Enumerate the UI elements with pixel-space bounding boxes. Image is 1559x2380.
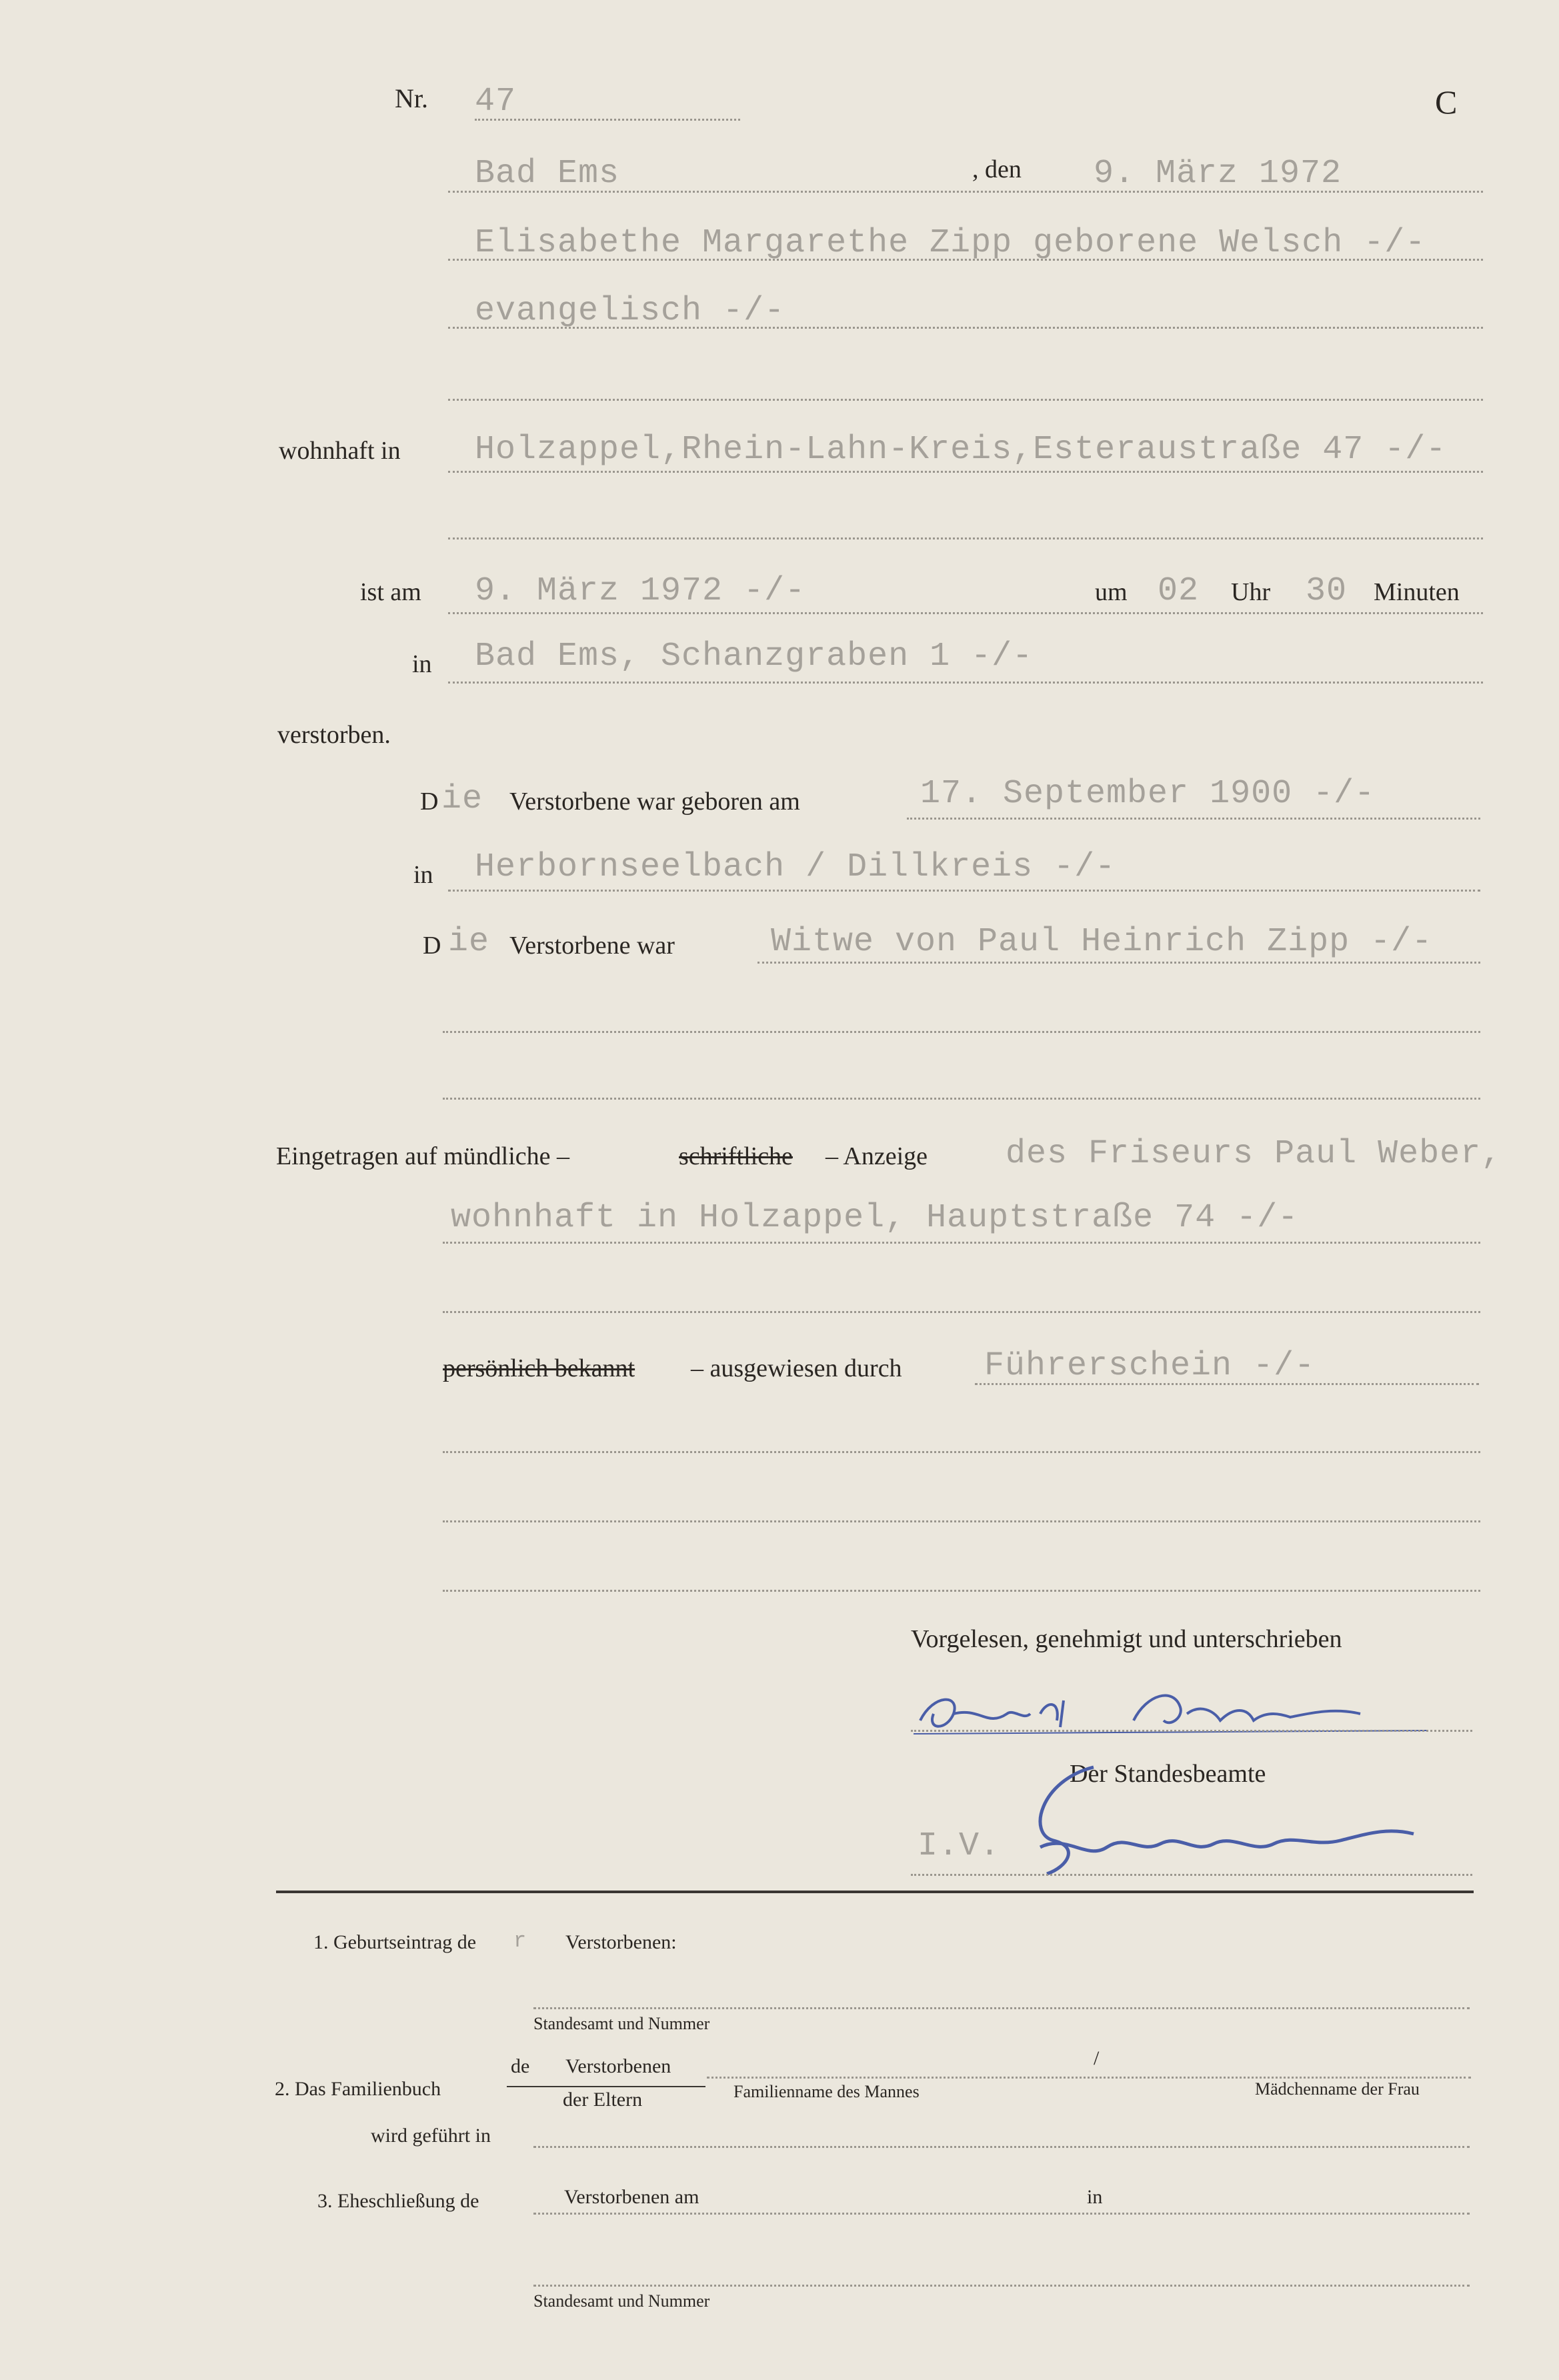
- standesamt2-label: Standesamt und Nummer: [533, 2291, 710, 2311]
- birth-place: Herbornseelbach / Dillkreis -/-: [475, 848, 1116, 886]
- nr-value: 47: [475, 83, 517, 121]
- identity-rule-2: [443, 1451, 1480, 1453]
- place-value: Bad Ems: [475, 155, 620, 193]
- name-line2-rule: [448, 327, 1483, 329]
- signature-rule-2: [911, 1874, 1472, 1876]
- official-signature: [1014, 1760, 1440, 1881]
- status-rule-2: [443, 1031, 1480, 1033]
- form-letter: C: [1435, 83, 1458, 121]
- date-value: 9. März 1972: [1094, 155, 1342, 193]
- footer-divider: [276, 1891, 1474, 1893]
- footer-rule-1: [533, 2007, 1470, 2009]
- birth-d-suffix: ie: [441, 780, 483, 818]
- report-label-b: – Anzeige: [826, 1142, 928, 1170]
- footer-item2-de: de: [511, 2055, 530, 2077]
- iv-label: I.V.: [918, 1827, 1001, 1865]
- identity-rule-3: [443, 1520, 1480, 1522]
- status-rule-3: [443, 1098, 1480, 1100]
- identity-rule-4: [443, 1590, 1480, 1592]
- footer-rule-2: [707, 2077, 1471, 2079]
- footer-item1-b: Verstorbenen:: [565, 1931, 677, 1953]
- informant-signature: [907, 1667, 1440, 1747]
- residence-rule-2: [448, 537, 1483, 539]
- footer-item1: 1. Geburtseintrag de: [313, 1931, 477, 1953]
- report-label-struck: schriftliche: [679, 1142, 793, 1170]
- birth-date: 17. September 1900 -/-: [920, 775, 1376, 813]
- nr-line: [475, 119, 740, 121]
- wird-label: wird geführt in: [371, 2125, 491, 2147]
- death-date-rule: [448, 612, 1483, 614]
- birth-label: Verstorbene war geboren am: [509, 788, 800, 816]
- ist-am-label: ist am: [360, 578, 421, 606]
- footer-item2-verst: Verstorbenen: [565, 2055, 671, 2077]
- birth-date-rule: [907, 818, 1480, 820]
- status-d-suffix: ie: [448, 923, 490, 961]
- death-place-rule: [448, 682, 1483, 684]
- uhr-label: Uhr: [1231, 578, 1271, 606]
- report-rule-2: [443, 1311, 1480, 1313]
- identity-label-struck: persönlich bekannt: [443, 1354, 635, 1382]
- footer-rule-3: [533, 2146, 1470, 2148]
- residence-label: wohnhaft in: [279, 437, 401, 465]
- um-label: um: [1095, 578, 1128, 606]
- status-rule: [757, 962, 1480, 964]
- report-rule: [443, 1242, 1480, 1244]
- footer-rule-5: [533, 2285, 1470, 2287]
- death-date: 9. März 1972 -/-: [475, 572, 806, 610]
- name-line1: Elisabethe Margarethe Zipp geborene Welsch -/-: [475, 224, 1426, 262]
- maedchenname-label: Mädchenname der Frau: [1255, 2079, 1420, 2099]
- death-minute: 30: [1306, 572, 1348, 610]
- footer-item3-verst: Verstorbenen am: [564, 2186, 699, 2208]
- identity-value: Führerschein -/-: [984, 1347, 1316, 1385]
- report-line2: wohnhaft in Holzappel, Hauptstraße 74 -/-: [451, 1199, 1299, 1237]
- footer-item3-label: 3. Eheschließung de: [317, 2190, 479, 2212]
- footer-item2-fraction: [507, 2086, 705, 2087]
- birth-place-rule: [448, 890, 1480, 892]
- report-line1: des Friseurs Paul Weber,: [1006, 1135, 1502, 1173]
- identity-label: – ausgewiesen durch: [691, 1354, 902, 1382]
- name-line2: evangelisch -/-: [475, 292, 786, 330]
- name-line3-rule: [448, 399, 1483, 401]
- death-in-label: in: [412, 650, 432, 678]
- death-hour: 02: [1158, 572, 1200, 610]
- name-line1-rule: [448, 259, 1483, 261]
- footer-item2-slash: /: [1094, 2047, 1100, 2069]
- footer-item1-r: r: [513, 1929, 527, 1953]
- report-label-a: Eingetragen auf mündliche –: [276, 1142, 570, 1170]
- residence-value: Holzappel,Rhein-Lahn-Kreis,Esteraustraße 47 -/-: [475, 431, 1447, 469]
- residence-rule: [448, 471, 1483, 473]
- footer-rule-4: [533, 2213, 1470, 2215]
- signature-rule-1: [911, 1730, 1472, 1732]
- footer-item2-label: 2. Das Familienbuch: [275, 2078, 441, 2100]
- status-label: Verstorbene war: [509, 932, 675, 960]
- birth-in-label: in: [413, 861, 433, 889]
- minuten-label: Minuten: [1374, 578, 1460, 606]
- official-label: Der Standesbeamte: [1070, 1760, 1266, 1788]
- familienname-label: Familienname des Mannes: [733, 2082, 920, 2101]
- footer-item3-in: in: [1087, 2186, 1103, 2208]
- status-value: Witwe von Paul Heinrich Zipp -/-: [771, 923, 1433, 961]
- read-label: Vorgelesen, genehmigt und unterschrieben: [911, 1625, 1342, 1653]
- den-label: , den: [972, 155, 1022, 183]
- status-d-prefix: D: [423, 932, 441, 960]
- standesamt-label: Standesamt und Nummer: [533, 2014, 710, 2033]
- death-place: Bad Ems, Schanzgraben 1 -/-: [475, 638, 1034, 676]
- place-line: [448, 191, 1483, 193]
- nr-label: Nr.: [395, 83, 428, 113]
- birth-d-prefix: D: [420, 788, 439, 816]
- identity-rule: [975, 1383, 1479, 1385]
- verstorben-label: verstorben.: [277, 721, 391, 749]
- footer-item2-eltern: der Eltern: [563, 2089, 643, 2111]
